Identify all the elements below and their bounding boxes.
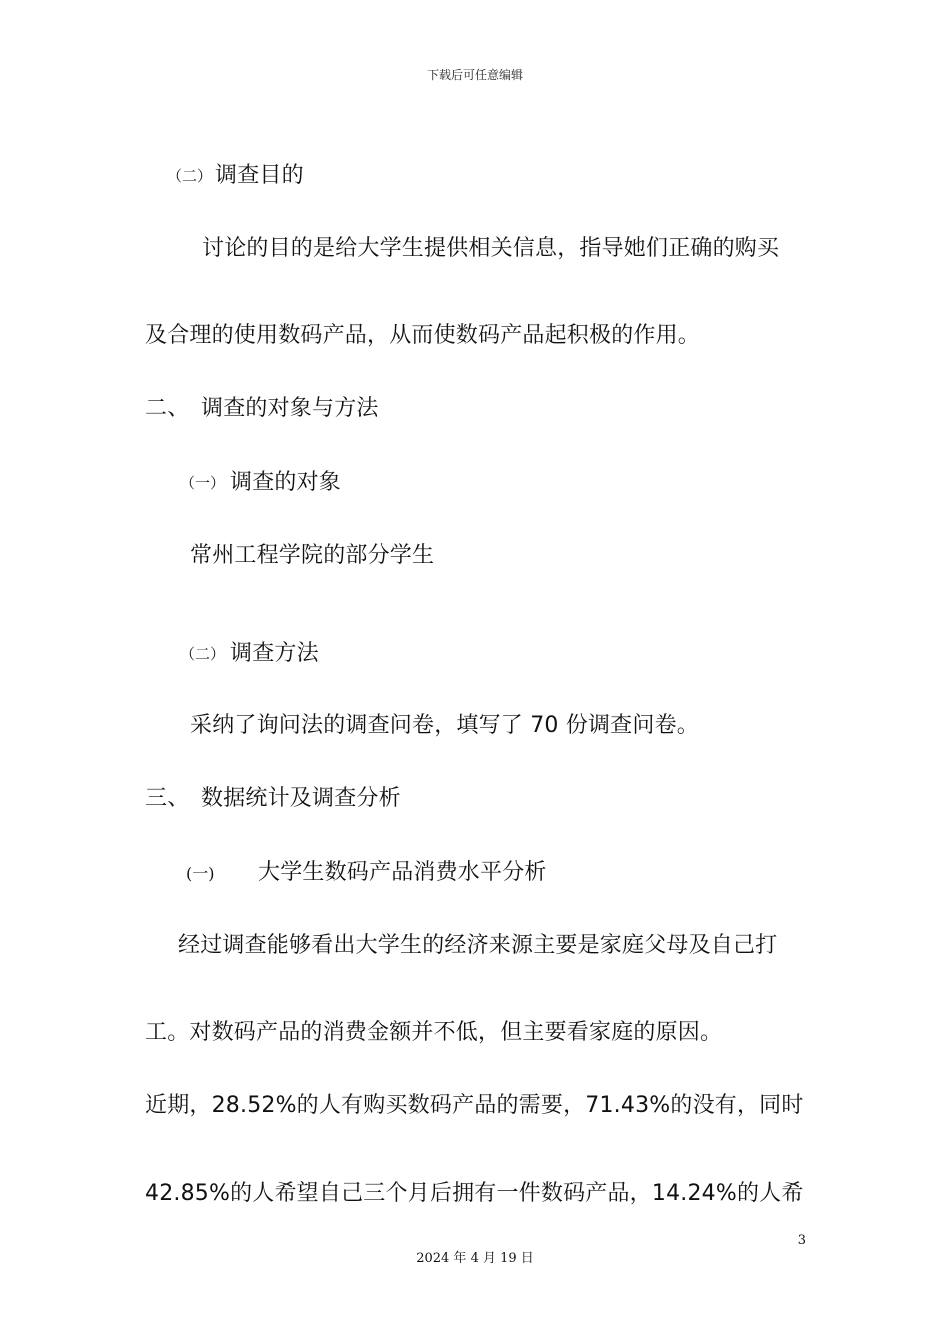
section-heading: 调查的对象与方法 bbox=[201, 396, 379, 421]
page-header: 下载后可任意编辑 bbox=[426, 68, 523, 82]
paragraph-line: 近期，28.52%的人有购买数码产品的需要，71.43%的没有，同时 bbox=[145, 1093, 804, 1118]
subsection-label: （二） bbox=[167, 167, 213, 185]
paragraph-line: 42.85%的人希望自己三个月后拥有一件数码产品，14.24%的人希 bbox=[145, 1181, 804, 1206]
subsection-label: （二） bbox=[180, 645, 226, 663]
paragraph-line: 采纳了询问法的调查问卷，填写了 70 份调查问卷。 bbox=[190, 713, 699, 738]
paragraph-line: 工。对数码产品的消费金额并不低，但主要看家庭的原因。 bbox=[145, 1020, 723, 1045]
section-number: 二、 bbox=[145, 396, 190, 421]
paragraph-line: 及合理的使用数码产品，从而使数码产品起积极的作用。 bbox=[145, 323, 701, 348]
paragraph-line: 经过调查能够看出大学生的经济来源主要是家庭父母及自己打 bbox=[178, 933, 778, 958]
paragraph-line: 讨论的目的是给大学生提供相关信息，指导她们正确的购买 bbox=[202, 236, 780, 261]
subsection-label: (一) bbox=[186, 864, 215, 883]
subsection-label: （一） bbox=[180, 474, 226, 492]
footer-date: 2024 年 4 月 19 日 bbox=[416, 1251, 534, 1266]
subsection-title: 调查目的 bbox=[215, 163, 304, 188]
subsection-title: 大学生数码产品消费水平分析 bbox=[258, 860, 547, 885]
section-number: 三、 bbox=[145, 786, 190, 811]
subsection-title: 调查方法 bbox=[230, 641, 319, 666]
section-heading: 数据统计及调查分析 bbox=[201, 786, 401, 811]
page-number: 3 bbox=[797, 1233, 806, 1248]
subsection-title: 调查的对象 bbox=[230, 470, 342, 495]
paragraph-line: 常州工程学院的部分学生 bbox=[190, 543, 435, 568]
